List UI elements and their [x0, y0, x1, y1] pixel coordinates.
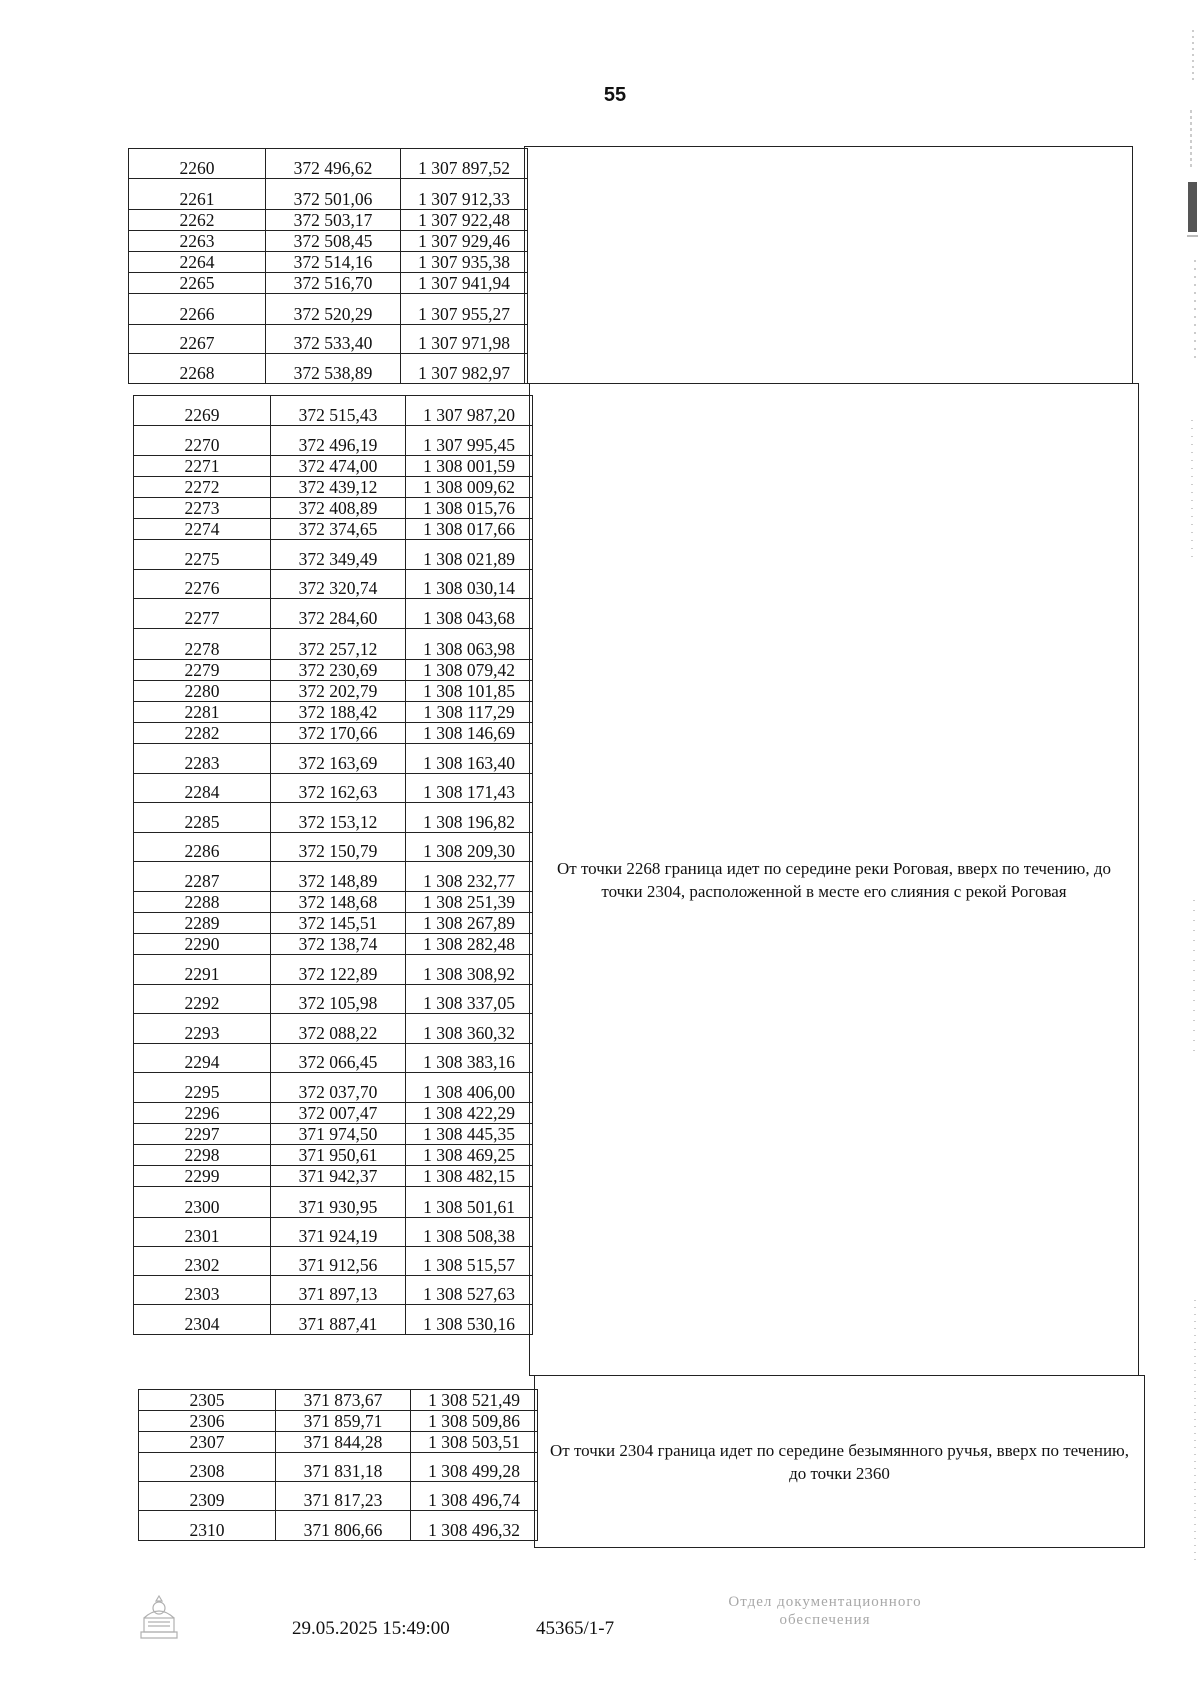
table-row [139, 1432, 538, 1453]
emblem-icon [136, 1592, 182, 1642]
y-coordinate: 1 308 308,92 [406, 955, 533, 985]
x-coordinate: 371 859,71 [276, 1411, 411, 1432]
y-coordinate: 1 308 383,16 [406, 1044, 533, 1073]
point-number: 2290 [134, 934, 271, 955]
x-coordinate: 371 831,18 [276, 1453, 411, 1482]
x-coordinate: 372 148,89 [271, 862, 406, 892]
table-row [134, 1247, 533, 1276]
stamp-line-2: обеспечения [779, 1612, 871, 1628]
x-coordinate: 371 844,28 [276, 1432, 411, 1453]
y-coordinate: 1 307 922,48 [401, 210, 528, 231]
y-coordinate: 1 308 508,38 [406, 1218, 533, 1247]
table-row [134, 519, 533, 540]
point-number: 2292 [134, 985, 271, 1014]
point-number: 2277 [134, 599, 271, 629]
table-row [134, 660, 533, 681]
y-coordinate: 1 307 995,45 [406, 426, 533, 456]
y-coordinate: 1 308 030,14 [406, 570, 533, 599]
table-row [134, 498, 533, 519]
point-number: 2286 [134, 833, 271, 862]
y-coordinate: 1 308 509,86 [411, 1411, 538, 1432]
point-number: 2296 [134, 1103, 271, 1124]
table-row [134, 1145, 533, 1166]
footer-date: 29.05.2025 15:49:00 [292, 1618, 450, 1639]
y-coordinate: 1 307 971,98 [401, 325, 528, 354]
table-row [134, 803, 533, 833]
point-number: 2281 [134, 702, 271, 723]
x-coordinate: 371 912,56 [271, 1247, 406, 1276]
y-coordinate: 1 308 496,32 [411, 1511, 538, 1541]
x-coordinate: 372 349,49 [271, 540, 406, 570]
coordinates-table-group-2 [133, 395, 533, 1335]
y-coordinate: 1 308 043,68 [406, 599, 533, 629]
x-coordinate: 372 150,79 [271, 833, 406, 862]
y-coordinate: 1 307 941,94 [401, 273, 528, 294]
y-coordinate: 1 307 955,27 [401, 294, 528, 325]
y-coordinate: 1 308 469,25 [406, 1145, 533, 1166]
y-coordinate: 1 308 515,57 [406, 1247, 533, 1276]
x-coordinate: 372 162,63 [271, 774, 406, 803]
table-row [134, 426, 533, 456]
point-number: 2303 [134, 1276, 271, 1305]
x-coordinate: 372 145,51 [271, 913, 406, 934]
x-coordinate: 371 974,50 [271, 1124, 406, 1145]
point-number: 2271 [134, 456, 271, 477]
coordinates-table-group-1 [128, 148, 528, 384]
y-coordinate: 1 308 267,89 [406, 913, 533, 934]
y-coordinate: 1 308 209,30 [406, 833, 533, 862]
x-coordinate: 372 538,89 [266, 354, 401, 384]
y-coordinate: 1 308 001,59 [406, 456, 533, 477]
x-coordinate: 371 817,23 [276, 1482, 411, 1511]
coordinates-table-group-3 [138, 1389, 538, 1541]
table-row [129, 231, 528, 252]
point-number: 2280 [134, 681, 271, 702]
y-coordinate: 1 308 117,29 [406, 702, 533, 723]
table-row [129, 210, 528, 231]
point-number: 2293 [134, 1014, 271, 1044]
table-row [134, 456, 533, 477]
point-number: 2282 [134, 723, 271, 744]
x-coordinate: 372 439,12 [271, 477, 406, 498]
point-number: 2261 [129, 179, 266, 210]
table-row [134, 1044, 533, 1073]
y-coordinate: 1 308 063,98 [406, 629, 533, 660]
table-row [134, 1124, 533, 1145]
y-coordinate: 1 308 503,51 [411, 1432, 538, 1453]
table-row [134, 477, 533, 498]
point-number: 2304 [134, 1305, 271, 1335]
point-number: 2278 [134, 629, 271, 660]
table-row [129, 252, 528, 273]
y-coordinate: 1 308 021,89 [406, 540, 533, 570]
x-coordinate: 372 496,19 [271, 426, 406, 456]
x-coordinate: 371 930,95 [271, 1187, 406, 1218]
x-coordinate: 372 515,43 [271, 396, 406, 426]
x-coordinate: 372 230,69 [271, 660, 406, 681]
point-number: 2262 [129, 210, 266, 231]
table-row [134, 833, 533, 862]
y-coordinate: 1 308 501,61 [406, 1187, 533, 1218]
table-row [134, 723, 533, 744]
y-coordinate: 1 308 232,77 [406, 862, 533, 892]
point-number: 2307 [139, 1432, 276, 1453]
y-coordinate: 1 307 982,97 [401, 354, 528, 384]
x-coordinate: 371 887,41 [271, 1305, 406, 1335]
y-coordinate: 1 307 929,46 [401, 231, 528, 252]
point-number: 2284 [134, 774, 271, 803]
point-number: 2310 [139, 1511, 276, 1541]
point-number: 2260 [129, 149, 266, 179]
point-number: 2269 [134, 396, 271, 426]
point-number: 2266 [129, 294, 266, 325]
table-row [134, 1276, 533, 1305]
y-coordinate: 1 308 017,66 [406, 519, 533, 540]
x-coordinate: 372 503,17 [266, 210, 401, 231]
x-coordinate: 372 520,29 [266, 294, 401, 325]
x-coordinate: 372 408,89 [271, 498, 406, 519]
y-coordinate: 1 308 530,16 [406, 1305, 533, 1335]
point-number: 2279 [134, 660, 271, 681]
table-row [134, 702, 533, 723]
table-row [129, 294, 528, 325]
table-row [134, 1305, 533, 1335]
y-coordinate: 1 308 527,63 [406, 1276, 533, 1305]
y-coordinate: 1 308 337,05 [406, 985, 533, 1014]
table-row [129, 179, 528, 210]
description-cell-group-3 [534, 1375, 1145, 1548]
x-coordinate: 372 257,12 [271, 629, 406, 660]
y-coordinate: 1 308 282,48 [406, 934, 533, 955]
point-number: 2298 [134, 1145, 271, 1166]
footer-doc-number: 45365/1-7 [536, 1618, 615, 1639]
y-coordinate: 1 308 101,85 [406, 681, 533, 702]
x-coordinate: 372 202,79 [271, 681, 406, 702]
x-coordinate: 372 188,42 [271, 702, 406, 723]
x-coordinate: 371 942,37 [271, 1166, 406, 1187]
x-coordinate: 372 037,70 [271, 1073, 406, 1103]
table-row [134, 599, 533, 629]
x-coordinate: 372 138,74 [271, 934, 406, 955]
point-number: 2274 [134, 519, 271, 540]
table-row [134, 1014, 533, 1044]
point-number: 2287 [134, 862, 271, 892]
table-row [139, 1453, 538, 1482]
y-coordinate: 1 307 897,52 [401, 149, 528, 179]
table-row [139, 1511, 538, 1541]
table-row [139, 1411, 538, 1432]
x-coordinate: 371 950,61 [271, 1145, 406, 1166]
point-number: 2300 [134, 1187, 271, 1218]
x-coordinate: 372 514,16 [266, 252, 401, 273]
table-row [134, 1166, 533, 1187]
point-number: 2305 [139, 1390, 276, 1411]
table-row [129, 273, 528, 294]
y-coordinate: 1 308 196,82 [406, 803, 533, 833]
x-coordinate: 372 105,98 [271, 985, 406, 1014]
x-coordinate: 372 153,12 [271, 803, 406, 833]
table-row [134, 913, 533, 934]
table-row [134, 540, 533, 570]
point-number: 2288 [134, 892, 271, 913]
y-coordinate: 1 308 496,74 [411, 1482, 538, 1511]
point-number: 2265 [129, 273, 266, 294]
point-number: 2302 [134, 1247, 271, 1276]
table-row [134, 681, 533, 702]
x-coordinate: 372 474,00 [271, 456, 406, 477]
x-coordinate: 372 122,89 [271, 955, 406, 985]
table-row [134, 934, 533, 955]
table-row [134, 862, 533, 892]
x-coordinate: 372 496,62 [266, 149, 401, 179]
table-row [134, 892, 533, 913]
point-number: 2275 [134, 540, 271, 570]
point-number: 2308 [139, 1453, 276, 1482]
table-row [139, 1482, 538, 1511]
point-number: 2289 [134, 913, 271, 934]
x-coordinate: 372 170,66 [271, 723, 406, 744]
table-row [134, 1103, 533, 1124]
y-coordinate: 1 308 171,43 [406, 774, 533, 803]
table-row [134, 985, 533, 1014]
table-row [134, 744, 533, 774]
table-row [134, 1073, 533, 1103]
table-row [139, 1390, 538, 1411]
table-row [134, 1218, 533, 1247]
point-number: 2267 [129, 325, 266, 354]
y-coordinate: 1 308 251,39 [406, 892, 533, 913]
description-cell-group-1 [524, 146, 1133, 384]
point-number: 2270 [134, 426, 271, 456]
x-coordinate: 372 501,06 [266, 179, 401, 210]
x-coordinate: 372 163,69 [271, 744, 406, 774]
table-row [134, 570, 533, 599]
x-coordinate: 371 806,66 [276, 1511, 411, 1541]
y-coordinate: 1 308 360,32 [406, 1014, 533, 1044]
x-coordinate: 372 284,60 [271, 599, 406, 629]
y-coordinate: 1 307 935,38 [401, 252, 528, 273]
point-number: 2299 [134, 1166, 271, 1187]
y-coordinate: 1 307 987,20 [406, 396, 533, 426]
description-cell-group-2 [529, 383, 1139, 1376]
point-number: 2306 [139, 1411, 276, 1432]
x-coordinate: 372 148,68 [271, 892, 406, 913]
y-coordinate: 1 308 079,42 [406, 660, 533, 681]
point-number: 2285 [134, 803, 271, 833]
y-coordinate: 1 308 163,40 [406, 744, 533, 774]
x-coordinate: 372 088,22 [271, 1014, 406, 1044]
table-row [129, 325, 528, 354]
y-coordinate: 1 308 406,00 [406, 1073, 533, 1103]
table-row [134, 396, 533, 426]
description-text-group-3: От точки 2304 граница идет по середине безымянного ручья, вверх по течению, до точки 2360 [550, 1440, 1129, 1483]
y-coordinate: 1 308 009,62 [406, 477, 533, 498]
table-row [129, 149, 528, 179]
point-number: 2297 [134, 1124, 271, 1145]
point-number: 2294 [134, 1044, 271, 1073]
table-row [129, 354, 528, 384]
y-coordinate: 1 308 146,69 [406, 723, 533, 744]
x-coordinate: 371 897,13 [271, 1276, 406, 1305]
point-number: 2291 [134, 955, 271, 985]
x-coordinate: 372 066,45 [271, 1044, 406, 1073]
x-coordinate: 372 516,70 [266, 273, 401, 294]
point-number: 2273 [134, 498, 271, 519]
point-number: 2268 [129, 354, 266, 384]
point-number: 2263 [129, 231, 266, 252]
point-number: 2264 [129, 252, 266, 273]
x-coordinate: 371 924,19 [271, 1218, 406, 1247]
y-coordinate: 1 307 912,33 [401, 179, 528, 210]
stamp-line-1: Отдел документационного [728, 1594, 922, 1610]
x-coordinate: 371 873,67 [276, 1390, 411, 1411]
point-number: 2301 [134, 1218, 271, 1247]
description-text-group-2: От точки 2268 граница идет по середине реки Роговая, вверх по течению, до точки 2304, расположенной в месте его слияния с рекой Роговая [556, 858, 1111, 901]
scan-margin-marks [1183, 0, 1200, 1695]
y-coordinate: 1 308 422,29 [406, 1103, 533, 1124]
table-row [134, 1187, 533, 1218]
y-coordinate: 1 308 015,76 [406, 498, 533, 519]
table-row [134, 629, 533, 660]
x-coordinate: 372 374,65 [271, 519, 406, 540]
point-number: 2276 [134, 570, 271, 599]
table-row [134, 955, 533, 985]
x-coordinate: 372 320,74 [271, 570, 406, 599]
department-stamp [660, 1593, 990, 1629]
point-number: 2283 [134, 744, 271, 774]
table-row [134, 774, 533, 803]
y-coordinate: 1 308 521,49 [411, 1390, 538, 1411]
point-number: 2309 [139, 1482, 276, 1511]
x-coordinate: 372 508,45 [266, 231, 401, 252]
y-coordinate: 1 308 482,15 [406, 1166, 533, 1187]
page-number: 55 [603, 84, 627, 106]
x-coordinate: 372 533,40 [266, 325, 401, 354]
y-coordinate: 1 308 445,35 [406, 1124, 533, 1145]
x-coordinate: 372 007,47 [271, 1103, 406, 1124]
point-number: 2295 [134, 1073, 271, 1103]
point-number: 2272 [134, 477, 271, 498]
y-coordinate: 1 308 499,28 [411, 1453, 538, 1482]
